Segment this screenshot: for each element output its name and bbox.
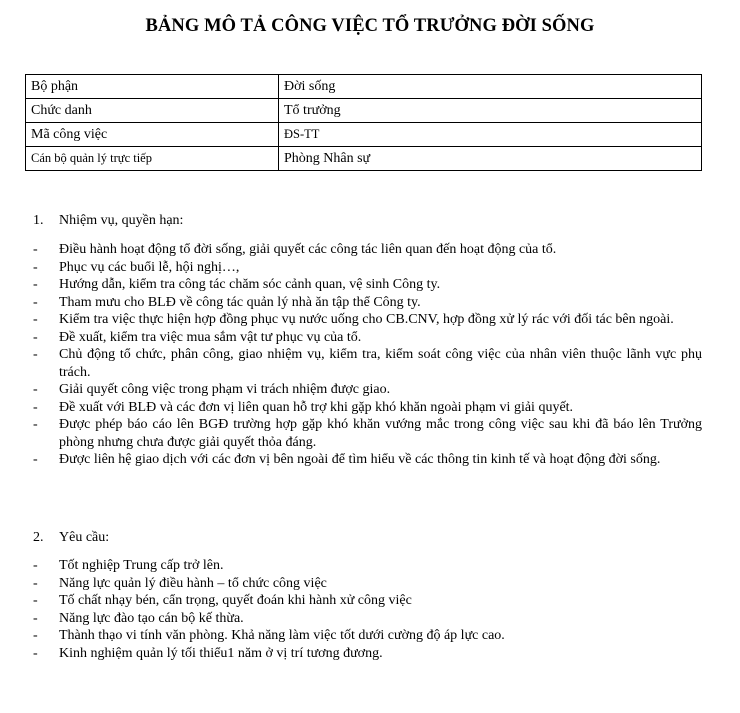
list-item: - Đề xuất với BLĐ và các đơn vị liên quan hỗ trợ khi gặp khó khăn ngoài phạm vi giải quyết. bbox=[33, 399, 702, 417]
section-heading-requirements bbox=[33, 530, 109, 546]
list-item: - Năng lực quản lý điều hành – tổ chức công việc bbox=[33, 575, 702, 593]
section-heading-duties bbox=[33, 213, 183, 229]
list-item: - Tố chất nhạy bén, cẩn trọng, quyết đoán khi hành xử công việc bbox=[33, 592, 702, 610]
list-item: - Tốt nghiệp Trung cấp trở lên. bbox=[33, 557, 702, 575]
table-row bbox=[26, 75, 702, 99]
table-row bbox=[26, 99, 702, 123]
table-label-cell: Chức danh bbox=[26, 99, 279, 123]
table-row bbox=[26, 147, 702, 171]
list-item: - Điều hành hoạt động tổ đời sống, giải quyết các công tác liên quan đến hoạt động của tổ. bbox=[33, 241, 702, 259]
requirements-list bbox=[33, 557, 702, 662]
section-heading-text: Nhiệm vụ, quyền hạn: bbox=[59, 213, 184, 228]
list-item: - Kinh nghiệm quản lý tối thiểu1 năm ở vị trí tương đương. bbox=[33, 645, 702, 663]
table-label-cell: Cán bộ quản lý trực tiếp bbox=[26, 147, 279, 171]
list-item: - Hướng dẫn, kiểm tra công tác chăm sóc cảnh quan, vệ sinh Công ty. bbox=[33, 276, 702, 294]
job-info-table bbox=[25, 74, 702, 171]
list-item: - Kiểm tra việc thực hiện hợp đồng phục vụ nước uống cho CB.CNV, hợp đồng xử lý rác với đối tác bên ngoài. bbox=[33, 311, 702, 329]
document-title: BẢNG MÔ TẢ CÔNG VIỆC TỔ TRƯỞNG ĐỜI SỐNG bbox=[145, 16, 595, 36]
list-item: - Thành thạo vi tính văn phòng. Khả năng làm việc tốt dưới cường độ áp lực cao. bbox=[33, 627, 702, 645]
list-item: - Phục vụ các buổi lễ, hội nghị…, bbox=[33, 259, 702, 277]
list-item: - Đề xuất, kiểm tra việc mua sắm vật tư phục vụ của tổ. bbox=[33, 329, 702, 347]
list-item: - Được phép báo cáo lên BGĐ trường hợp gặp khó khăn vướng mắc trong công việc sau khi đã báo lên Trưởng phòng nhưng chưa được giải quyết thỏa đáng. bbox=[33, 416, 702, 451]
duties-list bbox=[33, 241, 702, 469]
table-label-cell: Bộ phận bbox=[26, 75, 279, 99]
list-item: - Tham mưu cho BLĐ về công tác quản lý nhà ăn tập thể Công ty. bbox=[33, 294, 702, 312]
list-item: - Chủ động tổ chức, phân công, giao nhiệm vụ, kiểm tra, kiểm soát công việc của nhân viên thuộc lãnh vực phụ trách. bbox=[33, 346, 702, 381]
list-item: - Giải quyết công việc trong phạm vi trách nhiệm được giao. bbox=[33, 381, 702, 399]
list-item: - Năng lực đào tạo cán bộ kế thừa. bbox=[33, 610, 702, 628]
section-number: 1. bbox=[33, 213, 44, 228]
section-number: 2. bbox=[33, 530, 44, 545]
table-value-cell: Tổ trưởng bbox=[279, 99, 702, 123]
table-value-cell: ĐS-TT bbox=[279, 123, 702, 147]
table-value-cell: Đời sống bbox=[279, 75, 702, 99]
table-value-cell: Phòng Nhân sự bbox=[279, 147, 702, 171]
table-label-cell: Mã công việc bbox=[26, 123, 279, 147]
table-row bbox=[26, 123, 702, 147]
section-heading-text: Yêu cầu: bbox=[59, 530, 110, 545]
list-item: - Được liên hệ giao dịch với các đơn vị bên ngoài để tìm hiểu về các thông tin kinh tế và hoạt động đời sống. bbox=[33, 451, 702, 469]
